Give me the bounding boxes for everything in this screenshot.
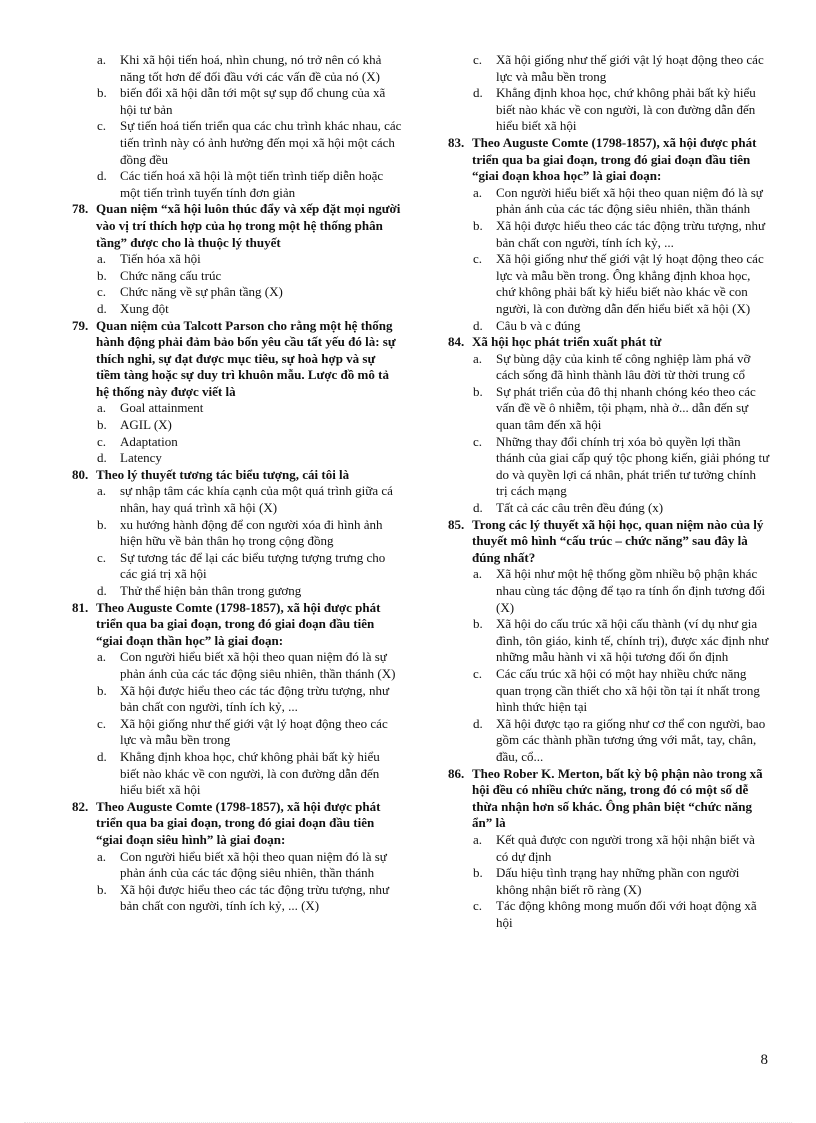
option-label: d.	[97, 300, 107, 316]
option-text: Xã hội giống như thế giới vật lý hoạt động theo các lực và mẫu bền trong. Ông khẳng định khoa học, chứ không phải bất kỳ hiểu biết nào khác về con người, là con đường dẫn đến hiểu biết xã hội (X)	[496, 251, 764, 316]
left-column	[72, 52, 402, 915]
option-label: b.	[473, 217, 483, 233]
answer-option	[72, 517, 402, 550]
question-text	[72, 201, 402, 251]
answer-option	[448, 318, 770, 335]
option-label: a.	[97, 400, 107, 416]
answer-option	[448, 832, 770, 865]
question-block	[72, 600, 402, 799]
answer-option	[72, 52, 402, 85]
option-text: Xã hội giống như thế giới vật lý hoạt động theo các lực và mẫu bền trong	[496, 52, 764, 84]
option-label: c.	[97, 433, 107, 449]
option-text: Xã hội do cấu trúc xã hội cấu thành (ví dụ như gia đình, tôn giáo, kinh tế, chính trị), được xác định như những mẫu hành vi xã hội tương đối ổn định	[496, 616, 769, 665]
answer-option	[72, 583, 402, 600]
question-block	[448, 334, 770, 517]
question-stem: Quan niệm “xã hội luôn thúc đẩy và xếp đặt mọi người vào vị trí thích hợp của họ trong một hệ thống phân tầng” được cho là thuộc lý thuyết	[96, 201, 401, 250]
option-text: Xã hội như một hệ thống gồm nhiều bộ phận khác nhau cùng tác động để tạo ra tính ổn định tương đối (X)	[496, 566, 766, 615]
options-list	[448, 832, 770, 932]
option-text: Xung đột	[120, 300, 169, 316]
option-text: Adaptation	[120, 433, 178, 449]
option-label: a.	[97, 251, 107, 267]
option-label: c.	[97, 549, 107, 565]
option-text: Goal attainment	[120, 400, 204, 416]
continued-options	[448, 52, 770, 135]
option-text: Sự tương tác để lại các biểu tượng tượng trưng cho các giá trị xã hội	[120, 549, 386, 582]
option-label: b.	[97, 417, 107, 433]
question-text	[72, 600, 402, 650]
options-list	[72, 400, 402, 466]
options-list	[448, 52, 770, 135]
option-text: Khẳng định khoa học, chứ không phải bất kỳ hiểu biết nào khác về con người, là con đường dẫn đến hiểu biết xã hội	[120, 748, 380, 798]
option-text: Xã hội được hiểu theo các tác động trừu tượng, như bản chất con người, tính ích kỷ, ... (X)	[120, 881, 390, 914]
option-label: b.	[473, 383, 483, 399]
option-text: Khi xã hội tiến hoá, nhìn chung, nó trở nên có khả năng tốt hơn để đối đầu với các vấn đề của nó (X)	[120, 52, 382, 84]
option-label: a.	[473, 184, 483, 200]
option-label: c.	[473, 433, 483, 449]
continued-options	[72, 52, 402, 201]
question-stem: Theo Auguste Comte (1798-1857), xã hội được phát triển qua ba giai đoạn, trong đó giai đoạn đầu tiên “giai đoạn thần học” là giai đoạn:	[96, 599, 381, 648]
option-label: c.	[97, 284, 107, 300]
question-block	[448, 517, 770, 766]
answer-option	[448, 251, 770, 317]
option-text: Khẳng định khoa học, chứ không phải bất kỳ hiểu biết nào khác về con người, là con đường dẫn đến hiểu biết xã hội	[496, 85, 756, 134]
question-stem: Trong các lý thuyết xã hội học, quan niệm nào của lý thuyết mô hình “cấu trúc – chức năng” sau đây là đúng nhất?	[472, 516, 764, 565]
answer-option	[448, 898, 770, 931]
answer-option	[448, 384, 770, 434]
question-number: 78.	[72, 201, 89, 217]
answer-option	[448, 85, 770, 135]
answer-option	[72, 268, 402, 285]
answer-option	[72, 450, 402, 467]
answer-option	[448, 500, 770, 517]
question-number: 83.	[448, 134, 465, 150]
question-stem: Theo Rober K. Merton, bất kỳ bộ phận nào trong xã hội đều có nhiều chức năng, trong đó có một số dễ thừa nhận hơn số khác. Ông phân biệt “chức năng ẩn” là	[472, 765, 763, 831]
option-text: Latency	[120, 450, 162, 466]
options-list	[72, 251, 402, 317]
option-text: Tất cả các câu trên đều đúng (x)	[496, 500, 664, 516]
options-list	[72, 649, 402, 798]
option-label: b.	[97, 881, 107, 897]
question-block	[448, 135, 770, 334]
question-text	[448, 135, 770, 185]
option-text: Các cấu trúc xã hội có một hay nhiều chức năng quan trọng cần thiết cho xã hội tồn tại ít nhất trong hình thức hiện tại	[496, 665, 760, 715]
option-label: a.	[473, 566, 483, 582]
option-text: Con người hiểu biết xã hội theo quan niệm đó là sự phản ánh của các tác động siêu nhiên, thần thánh (X)	[120, 649, 396, 681]
options-list	[72, 483, 402, 599]
options-list	[72, 52, 402, 201]
question-block	[72, 318, 402, 467]
answer-option	[448, 52, 770, 85]
answer-option	[72, 168, 402, 201]
option-text: Xã hội được hiểu theo các tác động trừu tượng, như bản chất con người, tính ích kỷ, ...	[496, 217, 766, 250]
option-text: Kết quả được con người trong xã hội nhận biết và có dự định	[496, 831, 755, 864]
option-text: Câu b và c đúng	[496, 317, 581, 333]
answer-option	[72, 251, 402, 268]
option-label: c.	[473, 898, 483, 914]
answer-option	[72, 284, 402, 301]
option-text: Xã hội được hiểu theo các tác động trừu tượng, như bản chất con người, tính ích kỷ, ...	[120, 682, 390, 715]
option-text: sự nhập tâm các khía cạnh của một quá trình giữa cá nhân, hay quá trình xã hội (X)	[120, 483, 393, 516]
options-list	[448, 566, 770, 765]
question-number: 82.	[72, 798, 89, 814]
option-text: biến đổi xã hội dẫn tới một sự sụp đổ chung của xã hội tư bản	[120, 85, 386, 117]
question-stem: Theo lý thuyết tương tác biểu tượng, cái tôi là	[96, 466, 350, 482]
answer-option	[72, 649, 402, 682]
option-label: d.	[473, 317, 483, 333]
answer-option	[448, 185, 770, 218]
option-text: Sự bùng dậy của kinh tế công nghiệp làm phá vỡ cách sống đã hình thành lâu đời từ thời trung cổ	[496, 350, 751, 383]
answer-option	[72, 400, 402, 417]
option-text: Dấu hiệu tình trạng hay những phần con người không nhận biết rõ ràng (X)	[496, 865, 740, 897]
question-text	[448, 766, 770, 832]
option-text: Thử thể hiện bản thân trong gương	[120, 583, 302, 598]
question-block	[448, 766, 770, 932]
answer-option	[448, 434, 770, 500]
option-label: a.	[473, 350, 483, 366]
option-text: Xã hội giống như thế giới vật lý hoạt động theo các lực và mẫu bền trong	[120, 715, 388, 748]
answer-option	[72, 683, 402, 716]
question-block	[72, 201, 402, 317]
question-text	[72, 467, 402, 484]
option-label: a.	[473, 831, 483, 847]
answer-option	[72, 434, 402, 451]
answer-option	[448, 566, 770, 616]
option-text: Các tiến hoá xã hội là một tiến trình tiếp diễn hoặc một tiến trình tuyến tính đơn giản	[120, 168, 384, 200]
answer-option	[72, 118, 402, 168]
option-text: Xã hội được tạo ra giống như cơ thể con người, bao gồm các thành phần tương ứng với mắt, tay, chân, đầu, cổ...	[496, 715, 766, 764]
answer-option	[448, 865, 770, 898]
options-list	[448, 351, 770, 517]
option-text: AGIL (X)	[120, 417, 172, 433]
answer-option	[72, 716, 402, 749]
option-label: d.	[97, 748, 107, 764]
option-text: Tác động không mong muốn đối với hoạt động xã hội	[496, 898, 757, 930]
answer-option	[72, 301, 402, 318]
options-list	[448, 185, 770, 334]
option-text: Con người hiểu biết xã hội theo quan niệm đó là sự phản ánh của các tác động siêu nhiên, thần thánh	[120, 848, 387, 881]
option-text: Sự tiến hoá tiến triển qua các chu trình khác nhau, các tiến trình này có ảnh hưởng đến mọi xã hội một cách đồng đều	[120, 118, 402, 167]
question-text	[72, 799, 402, 849]
option-label: a.	[97, 52, 107, 67]
option-label: d.	[97, 450, 107, 466]
question-number: 81.	[72, 599, 89, 615]
option-label: c.	[473, 665, 483, 681]
answer-option	[448, 716, 770, 766]
option-label: b.	[97, 682, 107, 698]
question-number: 86.	[448, 765, 465, 781]
option-label: b.	[97, 267, 107, 283]
option-text: xu hướng hành động để con người xóa đi hình ảnh hiện hữu về bản thân họ trong cộng đồng	[120, 516, 383, 549]
option-label: c.	[473, 251, 483, 267]
answer-option	[72, 85, 402, 118]
answer-option	[448, 218, 770, 251]
answer-option	[448, 616, 770, 666]
question-text	[448, 517, 770, 567]
option-text: Chức năng về sự phân tầng (X)	[120, 284, 283, 300]
option-label: b.	[97, 516, 107, 532]
option-label: a.	[97, 848, 107, 864]
answer-option	[448, 351, 770, 384]
option-text: Những thay đổi chính trị xóa bỏ quyền lợi thần thánh của giai cấp quý tộc phong kiến, giải phóng tư do và quyền lợi cá nhân, phát triển tư tưởng chính trị cách mạng	[496, 433, 770, 499]
question-number: 80.	[72, 466, 89, 482]
question-block	[72, 467, 402, 600]
right-column	[448, 52, 770, 931]
option-label: d.	[473, 85, 483, 101]
option-text: Con người hiểu biết xã hội theo quan niệm đó là sự phản ánh của các tác động siêu nhiên, thần thánh	[496, 184, 763, 217]
question-stem: Theo Auguste Comte (1798-1857), xã hội được phát triển qua ba giai đoạn, trong đó giai đoạn đầu tiên “giai đoạn siêu hình” là giai đoạn:	[96, 798, 381, 847]
option-label: c.	[97, 118, 107, 134]
option-label: b.	[473, 865, 483, 881]
answer-option	[72, 417, 402, 434]
option-label: d.	[473, 500, 483, 516]
question-text	[448, 334, 770, 351]
answer-option	[72, 849, 402, 882]
question-number: 85.	[448, 516, 465, 532]
option-label: b.	[97, 85, 107, 101]
option-label: b.	[473, 616, 483, 632]
page-number: 8	[760, 1052, 768, 1068]
option-label: d.	[97, 583, 107, 598]
option-label: a.	[97, 483, 107, 499]
answer-option	[448, 666, 770, 716]
answer-option	[72, 550, 402, 583]
answer-option	[72, 483, 402, 516]
question-stem: Quan niệm của Talcott Parson cho rằng một hệ thống hành động phải đảm bảo bốn yêu cầu tất yếu đó là: sự thích nghi, sự đạt được mục tiêu, sự hoà hợp và sự tiềm tàng hoặc sự duy trì khuôn mẫu. Lược đồ mô tả hệ thống này được viết là	[96, 317, 396, 399]
question-stem: Theo Auguste Comte (1798-1857), xã hội được phát triển qua ba giai đoạn, trong đó giai đoạn đầu tiên “giai đoạn khoa học” là giai đoạn:	[472, 134, 757, 184]
option-text: Sự phát triển của đô thị nhanh chóng kéo theo các vấn đề về ô nhiễm, tội phạm, nhà ở... dẫn đến sự quan tâm đến xã hội	[496, 383, 756, 433]
question-number: 79.	[72, 317, 89, 333]
option-text: Chức năng cấu trúc	[120, 267, 222, 283]
options-list	[72, 849, 402, 915]
question-text	[72, 318, 402, 401]
option-label: c.	[473, 52, 483, 67]
option-label: d.	[97, 168, 107, 184]
option-label: d.	[473, 715, 483, 731]
answer-option	[72, 882, 402, 915]
option-label: a.	[97, 649, 107, 665]
option-text: Tiến hóa xã hội	[120, 251, 201, 267]
answer-option	[72, 749, 402, 799]
question-block	[72, 799, 402, 915]
option-label: c.	[97, 715, 107, 731]
question-stem: Xã hội học phát triển xuất phát từ	[472, 334, 662, 350]
question-number: 84.	[448, 334, 465, 350]
